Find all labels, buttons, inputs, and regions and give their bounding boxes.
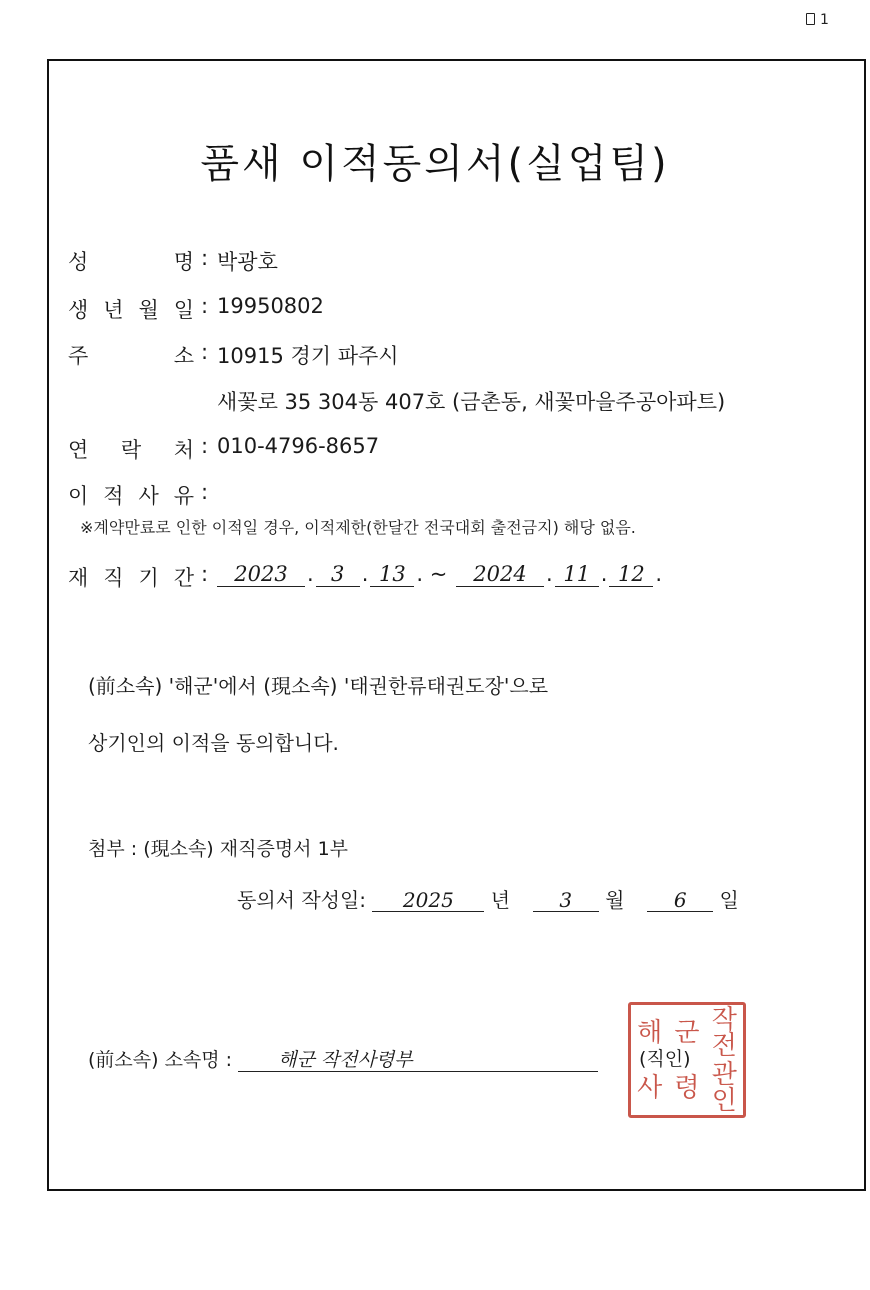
signing-date [237, 884, 739, 913]
name-label: 성 명 [68, 250, 194, 274]
month-unit: 월 [605, 888, 625, 912]
seal-note: (직인) [639, 1048, 691, 1070]
signing-day: 6 [647, 889, 713, 912]
day-unit: 일 [719, 888, 739, 912]
contact-label: 연 락 처 [68, 438, 194, 462]
signing-month: 3 [533, 889, 599, 912]
consent-statement-line2: 상기인의 이적을 동의합니다. [88, 731, 339, 755]
end-day: 12 [609, 563, 653, 587]
attachment: 첨부 : (現소속) 재직증명서 1부 [88, 838, 349, 860]
signing-date-label: 동의서 작성일: [237, 888, 367, 912]
address-line1: 10915 경기 파주시 [217, 344, 399, 368]
stamp-glyph: 해 [637, 1017, 663, 1048]
previous-org-label: (前소속) 소속명 : [88, 1049, 233, 1071]
birth-label: 생 년 월 일 [68, 298, 194, 322]
name-value: 박광호 [217, 250, 278, 274]
period-label: 재 직 기 간 [68, 566, 194, 590]
previous-org-row [88, 1045, 598, 1072]
birth-value: 19950802 [217, 294, 324, 318]
stamp-glyph: 관인 [711, 1059, 737, 1116]
address-label: 주 소 [68, 344, 194, 368]
end-year: 2024 [456, 563, 544, 587]
page-title: 품새 이적동의서(실업팀) [200, 141, 670, 187]
reason-colon: : [201, 480, 209, 504]
contact-colon: : [201, 434, 209, 458]
start-day: 13 [370, 563, 414, 587]
document-icon [806, 13, 815, 25]
address-line2: 새꽃로 35 304동 407호 (금촌동, 새꽃마을주공아파트) [217, 390, 726, 414]
contact-value: 010-4796-8657 [217, 434, 380, 458]
stamp-glyph: 사 [637, 1072, 663, 1103]
birth-colon: : [201, 294, 209, 318]
period-colon: : [201, 562, 209, 586]
end-month: 11 [555, 563, 599, 587]
name-colon: : [201, 246, 209, 270]
address-colon: : [201, 340, 209, 364]
consent-statement-line1: (前소속) '해군'에서 (現소속) '태권한류태권도장'으로 [88, 674, 549, 698]
transfer-note: ※계약만료로 인한 이적일 경우, 이적제한(한달간 전국대회 출전금지) 해당 없음. [80, 518, 636, 537]
year-unit: 년 [490, 888, 511, 912]
page-marker: 1 [806, 12, 829, 28]
stamp-glyph: 군 [674, 1017, 700, 1048]
start-month: 3 [316, 563, 360, 587]
stamp-glyph: 작전 [711, 1004, 737, 1061]
stamp-glyph: 령 [674, 1072, 700, 1103]
reason-label: 이 적 사 유 [68, 484, 194, 508]
signing-year: 2025 [372, 889, 484, 912]
employment-period: 2023 . 3 . 13 . ~ 2024 . 11 . 12 . [217, 562, 664, 587]
start-year: 2023 [217, 563, 305, 587]
previous-org-name: 해군 작전사령부 [238, 1050, 598, 1072]
